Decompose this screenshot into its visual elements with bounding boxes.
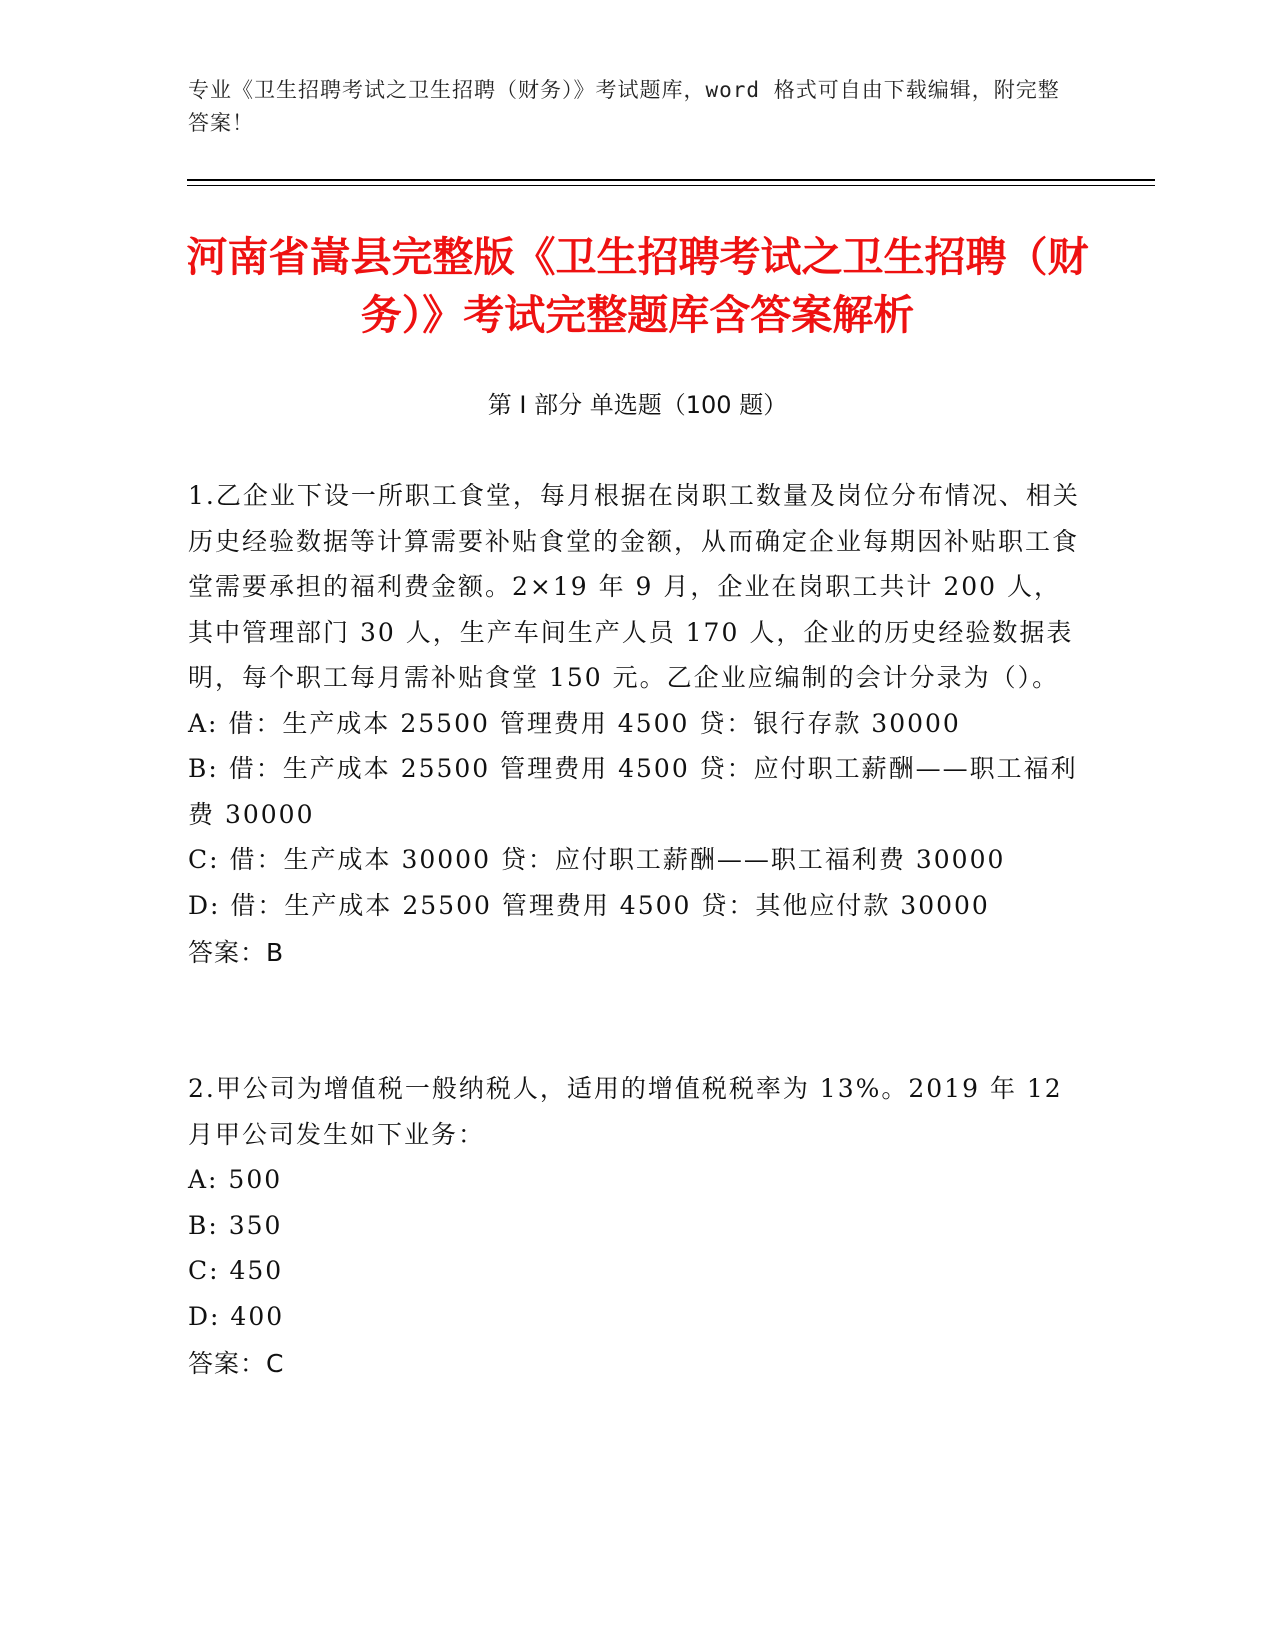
option-b: B: 借：生产成本 25500 管理费用 4500 贷：应付职工薪酬——职工福利费 30000 xyxy=(188,754,1078,829)
header-rule-thin xyxy=(187,185,1155,186)
option-d: D: 400 xyxy=(188,1301,285,1331)
answer-label: 答案：B xyxy=(188,938,285,967)
question-1 xyxy=(188,473,1088,976)
header-rule-thick xyxy=(187,179,1155,181)
section-title: 第 I 部分 单选题（100 题） xyxy=(487,391,788,419)
document-title: 河南省嵩县完整版《卫生招聘考试之卫生招聘（财务）》考试完整题库含答案解析 xyxy=(186,233,1089,339)
option-c: C: 450 xyxy=(188,1256,284,1285)
option-a: A: 500 xyxy=(188,1165,283,1194)
option-a: A: 借：生产成本 25500 管理费用 4500 贷：银行存款 30000 xyxy=(188,708,961,738)
question-stem: 1.乙企业下设一所职工食堂，每月根据在岗职工数量及岗位分布情况、相关历史经验数据等计算需要补贴食堂的金额，从而确定企业每期因补贴职工食堂需要承担的福利费金额。2×19 年 9 月，企业在岗职工共计 200 人，其中管理部门 30 人，生产车间生产人员 170 人，企业的历史经验数据表明，每个职工每月需补贴食堂 150 元。乙企业应编制的会计分录为（）。 xyxy=(188,481,1080,692)
question-2 xyxy=(188,1066,1088,1387)
header-note: 专业《卫生招聘考试之卫生招聘（财务）》考试题库，word 格式可自由下载编辑，附完整答案！ xyxy=(188,78,1060,135)
question-stem: 2.甲公司为增值税一般纳税人，适用的增值税税率为 13%。2019 年 12 月甲公司发生如下业务： xyxy=(188,1074,1063,1149)
option-d: D: 借：生产成本 25500 管理费用 4500 贷：其他应付款 30000 xyxy=(188,890,990,920)
answer-label: 答案：C xyxy=(188,1349,285,1378)
option-c: C: 借：生产成本 30000 贷：应付职工薪酬——职工福利费 30000 xyxy=(188,845,1006,874)
option-b: B: 350 xyxy=(188,1210,283,1240)
